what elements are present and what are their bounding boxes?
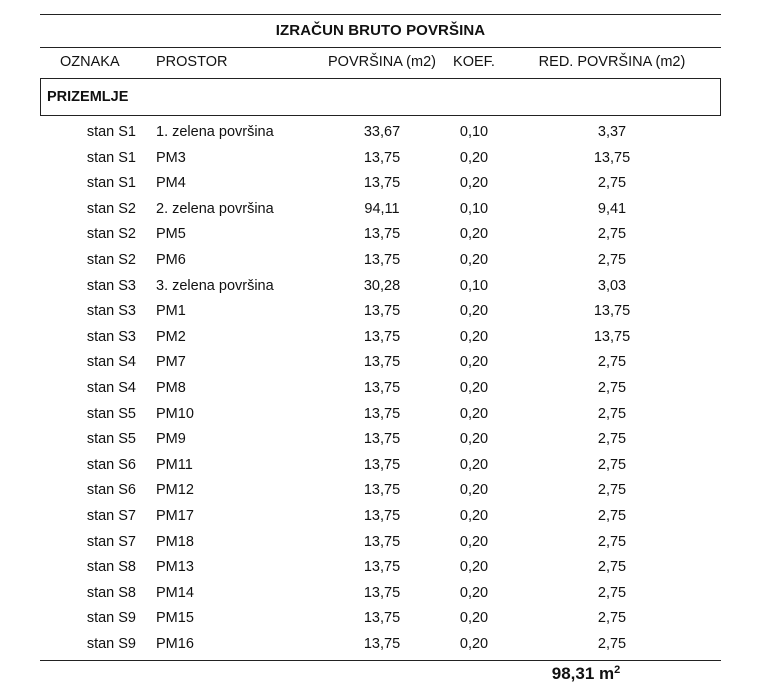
cell-red-povrsina: 2,75 (597, 507, 627, 524)
table-row (40, 504, 721, 530)
cell-red-povrsina: 2,75 (597, 584, 627, 601)
cell-povrsina: 13,75 (363, 584, 401, 601)
header-prostor: PROSTOR (156, 54, 228, 70)
cell-povrsina: 13,75 (363, 533, 401, 550)
cell-koef: 0,20 (459, 456, 489, 473)
table-row (40, 197, 721, 223)
cell-povrsina: 13,75 (363, 149, 401, 166)
total-area (526, 664, 646, 684)
cell-prostor: 3. zelena površina (156, 277, 274, 294)
cell-koef: 0,20 (459, 431, 489, 448)
cell-koef: 0,20 (459, 303, 489, 320)
table-row (40, 146, 721, 172)
cell-prostor: PM11 (156, 456, 193, 473)
cell-povrsina: 13,75 (363, 610, 401, 627)
table-bottom-rule (40, 660, 721, 661)
cell-koef: 0,20 (459, 533, 489, 550)
cell-red-povrsina: 13,75 (593, 149, 631, 166)
cell-prostor: PM2 (156, 328, 186, 345)
cell-povrsina: 13,75 (363, 226, 401, 243)
cell-red-povrsina: 2,75 (597, 226, 627, 243)
cell-red-povrsina: 2,75 (597, 635, 627, 652)
cell-koef: 0,20 (459, 559, 489, 576)
total-value: 98,31 m (551, 664, 615, 683)
cell-povrsina: 13,75 (363, 507, 401, 524)
cell-koef: 0,20 (459, 482, 489, 499)
cell-koef: 0,20 (459, 149, 489, 166)
cell-prostor: PM13 (156, 559, 194, 576)
cell-prostor: PM5 (156, 226, 186, 243)
cell-red-povrsina: 13,75 (593, 303, 631, 320)
cell-prostor: PM14 (156, 584, 194, 601)
cell-prostor: PM4 (156, 175, 186, 192)
cell-koef: 0,20 (459, 328, 489, 345)
table-row (40, 325, 721, 351)
table-row (40, 376, 721, 402)
cell-red-povrsina: 3,03 (597, 277, 627, 294)
cell-koef: 0,10 (459, 277, 489, 294)
cell-prostor: PM12 (156, 482, 194, 499)
cell-oznaka: stan S8 (86, 584, 136, 601)
cell-oznaka: stan S3 (86, 328, 136, 345)
table-row (40, 427, 721, 453)
table-row (40, 274, 721, 300)
cell-povrsina: 13,75 (363, 635, 401, 652)
cell-povrsina: 13,75 (363, 456, 401, 473)
cell-oznaka: stan S5 (86, 431, 136, 448)
cell-oznaka: stan S1 (86, 175, 136, 192)
cell-red-povrsina: 2,75 (597, 175, 627, 192)
cell-red-povrsina: 2,75 (597, 379, 627, 396)
cell-prostor: PM15 (156, 610, 194, 627)
cell-red-povrsina: 2,75 (597, 482, 627, 499)
cell-prostor: PM6 (156, 251, 186, 268)
cell-oznaka: stan S9 (86, 635, 136, 652)
cell-prostor: 2. zelena površina (156, 200, 274, 217)
cell-prostor: PM9 (156, 431, 186, 448)
cell-red-povrsina: 2,75 (597, 405, 627, 422)
section-header (40, 78, 721, 116)
cell-oznaka: stan S3 (86, 277, 136, 294)
cell-oznaka: stan S6 (86, 456, 136, 473)
cell-red-povrsina: 2,75 (597, 431, 627, 448)
cell-prostor: PM17 (156, 507, 194, 524)
table-row (40, 478, 721, 504)
total-unit-superscript: 2 (614, 664, 621, 676)
cell-oznaka: stan S2 (86, 251, 136, 268)
cell-prostor: PM10 (156, 405, 194, 422)
table-row (40, 453, 721, 479)
cell-oznaka: stan S9 (86, 610, 136, 627)
cell-red-povrsina: 3,37 (597, 124, 627, 140)
table-row (40, 402, 721, 428)
cell-oznaka: stan S4 (86, 379, 136, 396)
cell-povrsina: 13,75 (363, 251, 401, 268)
cell-red-povrsina: 2,75 (597, 610, 627, 627)
cell-oznaka: stan S2 (86, 226, 136, 243)
header-povrsina: POVRŠINA (m2) (328, 54, 436, 70)
cell-prostor: PM16 (156, 635, 194, 652)
table-row (40, 555, 721, 581)
cell-prostor: PM1 (156, 303, 186, 320)
cell-povrsina: 13,75 (363, 482, 401, 499)
table-row (40, 222, 721, 248)
cell-povrsina: 13,75 (363, 405, 401, 422)
header-koef: KOEF. (453, 54, 495, 70)
cell-oznaka: stan S3 (86, 303, 136, 320)
table-row (40, 581, 721, 607)
cell-koef: 0,20 (459, 610, 489, 627)
cell-povrsina: 30,28 (363, 277, 401, 294)
header-oznaka: OZNAKA (60, 54, 120, 70)
table-row (40, 171, 721, 197)
cell-oznaka: stan S1 (86, 149, 136, 166)
cell-oznaka: stan S8 (86, 559, 136, 576)
cell-povrsina: 13,75 (363, 431, 401, 448)
table-body (40, 120, 721, 657)
cell-koef: 0,20 (459, 507, 489, 524)
cell-povrsina: 13,75 (363, 354, 401, 371)
cell-oznaka: stan S2 (86, 200, 136, 217)
cell-povrsina: 13,75 (363, 379, 401, 396)
table-header (40, 48, 721, 77)
cell-koef: 0,20 (459, 584, 489, 601)
cell-koef: 0,20 (459, 635, 489, 652)
cell-koef: 0,20 (459, 354, 489, 371)
table-row (40, 350, 721, 376)
cell-oznaka: stan S6 (86, 482, 136, 499)
cell-red-povrsina: 2,75 (597, 456, 627, 473)
cell-koef: 0,20 (459, 226, 489, 243)
area-calculation-document (40, 14, 721, 661)
cell-povrsina: 33,67 (363, 124, 401, 140)
cell-red-povrsina: 2,75 (597, 533, 627, 550)
table-row (40, 632, 721, 658)
table-row (40, 530, 721, 556)
cell-prostor: PM18 (156, 533, 194, 550)
cell-oznaka: stan S7 (86, 507, 136, 524)
table-row (40, 606, 721, 632)
cell-povrsina: 13,75 (363, 559, 401, 576)
cell-koef: 0,20 (459, 175, 489, 192)
cell-red-povrsina: 2,75 (597, 251, 627, 268)
cell-oznaka: stan S5 (86, 405, 136, 422)
cell-oznaka: stan S7 (86, 533, 136, 550)
cell-koef: 0,20 (459, 379, 489, 396)
section-label: PRIZEMLJE (47, 89, 129, 105)
cell-red-povrsina: 13,75 (593, 328, 631, 345)
cell-koef: 0,10 (459, 200, 489, 217)
cell-povrsina: 94,11 (364, 200, 400, 217)
cell-povrsina: 13,75 (363, 175, 401, 192)
cell-prostor: 1. zelena površina (156, 124, 274, 140)
cell-red-povrsina: 9,41 (597, 200, 627, 217)
cell-prostor: PM7 (156, 354, 186, 371)
cell-koef: 0,10 (459, 124, 489, 140)
cell-povrsina: 13,75 (363, 303, 401, 320)
cell-povrsina: 13,75 (363, 328, 401, 345)
cell-oznaka: stan S1 (86, 124, 136, 140)
table-row (40, 248, 721, 274)
header-red-povrsina: RED. POVRŠINA (m2) (538, 54, 686, 70)
cell-koef: 0,20 (459, 251, 489, 268)
table-row (40, 299, 721, 325)
cell-koef: 0,20 (459, 405, 489, 422)
cell-prostor: PM8 (156, 379, 186, 396)
cell-oznaka: stan S4 (86, 354, 136, 371)
cell-red-povrsina: 2,75 (597, 559, 627, 576)
table-row (40, 120, 721, 146)
table-title: IZRAČUN BRUTO POVRŠINA (40, 14, 721, 48)
cell-prostor: PM3 (156, 149, 186, 166)
cell-red-povrsina: 2,75 (597, 354, 627, 371)
